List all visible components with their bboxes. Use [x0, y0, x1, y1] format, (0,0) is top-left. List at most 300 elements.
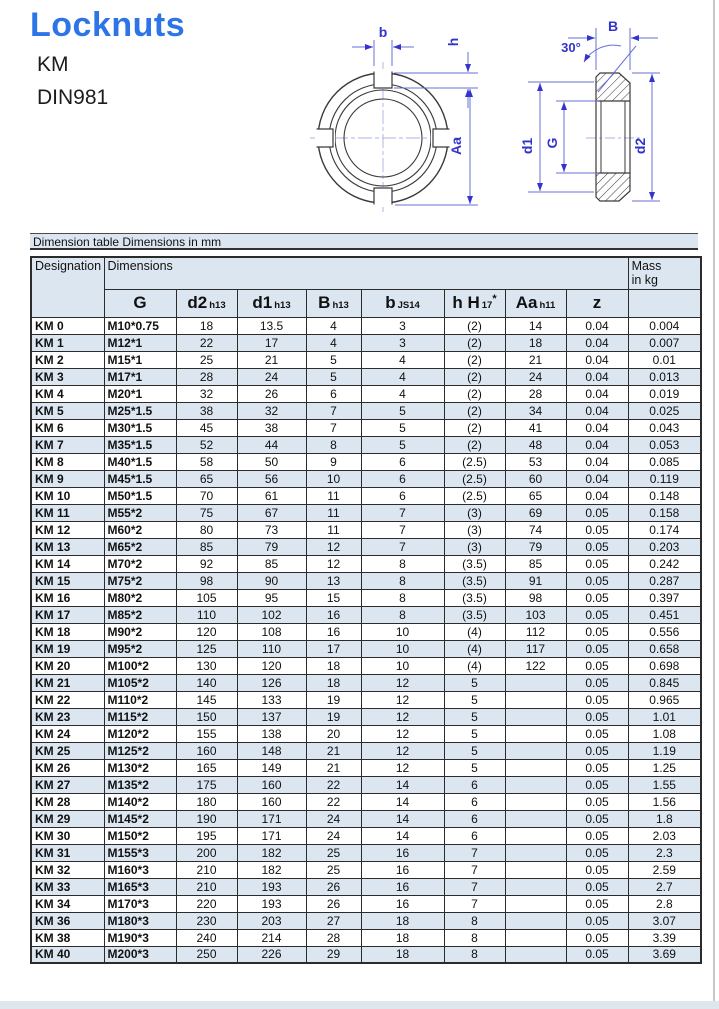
- designation-cell: KM 33: [31, 878, 104, 895]
- value-cell: 21: [237, 351, 306, 368]
- value-cell: 160: [237, 793, 306, 810]
- value-cell: 1.01: [628, 708, 701, 725]
- table-row: [31, 487, 701, 504]
- value-cell: [505, 844, 566, 861]
- value-cell: M17*1: [104, 368, 176, 385]
- value-cell: 0.04: [566, 351, 628, 368]
- mass-header-line1: Mass: [631, 259, 662, 273]
- value-cell: 3: [361, 334, 444, 351]
- value-cell: 12: [361, 674, 444, 691]
- value-cell: 4: [361, 368, 444, 385]
- value-cell: 0.025: [628, 402, 701, 419]
- value-cell: 9: [306, 453, 361, 470]
- value-cell: (2): [444, 419, 505, 436]
- value-cell: 8: [444, 929, 505, 946]
- value-cell: 8: [361, 589, 444, 606]
- value-cell: 5: [444, 691, 505, 708]
- value-cell: 6: [306, 385, 361, 402]
- designation-cell: KM 30: [31, 827, 104, 844]
- table-row: [31, 657, 701, 674]
- value-cell: 26: [306, 878, 361, 895]
- value-cell: 0.04: [566, 368, 628, 385]
- value-cell: 3.39: [628, 929, 701, 946]
- value-cell: 0.05: [566, 606, 628, 623]
- value-cell: 0.05: [566, 844, 628, 861]
- value-cell: 2.3: [628, 844, 701, 861]
- value-cell: 203: [237, 912, 306, 929]
- value-cell: 155: [176, 725, 237, 742]
- value-cell: 4: [361, 385, 444, 402]
- value-cell: [505, 725, 566, 742]
- table-row: [31, 555, 701, 572]
- header-row-1: [31, 257, 701, 289]
- value-cell: 0.05: [566, 623, 628, 640]
- front-view: [310, 24, 478, 212]
- table-row: [31, 861, 701, 878]
- value-cell: 85: [237, 555, 306, 572]
- value-cell: M85*2: [104, 606, 176, 623]
- value-cell: 4: [306, 317, 361, 334]
- value-cell: M95*2: [104, 640, 176, 657]
- value-cell: 193: [237, 878, 306, 895]
- value-cell: 8: [361, 606, 444, 623]
- value-cell: 0.658: [628, 640, 701, 657]
- value-cell: 130: [176, 657, 237, 674]
- designation-cell: KM 28: [31, 793, 104, 810]
- value-cell: 91: [505, 572, 566, 589]
- value-cell: 13.5: [237, 317, 306, 334]
- value-cell: 56: [237, 470, 306, 487]
- value-cell: 73: [237, 521, 306, 538]
- column-header-row: [31, 289, 701, 317]
- value-cell: 1.56: [628, 793, 701, 810]
- value-cell: 25: [306, 844, 361, 861]
- value-cell: 32: [237, 402, 306, 419]
- value-cell: 122: [505, 657, 566, 674]
- table-row: [31, 419, 701, 436]
- value-cell: 5: [361, 419, 444, 436]
- value-cell: 16: [361, 895, 444, 912]
- value-cell: 80: [176, 521, 237, 538]
- table-row: [31, 895, 701, 912]
- value-cell: M145*2: [104, 810, 176, 827]
- value-cell: 0.203: [628, 538, 701, 555]
- value-cell: 60: [505, 470, 566, 487]
- value-cell: 85: [505, 555, 566, 572]
- designation-cell: KM 25: [31, 742, 104, 759]
- value-cell: 98: [505, 589, 566, 606]
- designation-cell: KM 16: [31, 589, 104, 606]
- value-cell: 117: [505, 640, 566, 657]
- value-cell: (2.5): [444, 470, 505, 487]
- value-cell: 48: [505, 436, 566, 453]
- value-cell: 230: [176, 912, 237, 929]
- value-cell: 1.55: [628, 776, 701, 793]
- dim-d1: [528, 82, 594, 192]
- value-cell: 0.148: [628, 487, 701, 504]
- value-cell: (2): [444, 436, 505, 453]
- value-cell: 22: [306, 793, 361, 810]
- value-cell: 79: [237, 538, 306, 555]
- value-cell: 26: [237, 385, 306, 402]
- value-cell: 0.119: [628, 470, 701, 487]
- dim-label-aa: Aa: [448, 137, 464, 155]
- value-cell: (2): [444, 368, 505, 385]
- value-cell: 180: [176, 793, 237, 810]
- value-cell: 133: [237, 691, 306, 708]
- value-cell: 12: [361, 759, 444, 776]
- value-cell: 28: [176, 368, 237, 385]
- value-cell: M140*2: [104, 793, 176, 810]
- value-cell: 3: [361, 317, 444, 334]
- dim-label-angle: 30°: [561, 40, 581, 55]
- designation-cell: KM 14: [31, 555, 104, 572]
- table-row: [31, 827, 701, 844]
- value-cell: [505, 742, 566, 759]
- value-cell: 17: [306, 640, 361, 657]
- table-row: [31, 946, 701, 963]
- table-row: [31, 453, 701, 470]
- designation-header: Designation: [31, 257, 104, 317]
- designation-cell: KM 7: [31, 436, 104, 453]
- value-cell: 182: [237, 861, 306, 878]
- designation-cell: KM 36: [31, 912, 104, 929]
- designation-cell: KM 26: [31, 759, 104, 776]
- designation-cell: KM 15: [31, 572, 104, 589]
- value-cell: 98: [176, 572, 237, 589]
- value-cell: 16: [361, 861, 444, 878]
- dimensions-header: Dimensions: [104, 257, 628, 289]
- table-row: [31, 572, 701, 589]
- value-cell: (4): [444, 623, 505, 640]
- value-cell: 0.085: [628, 453, 701, 470]
- column-header: b JS14: [361, 289, 444, 317]
- value-cell: 67: [237, 504, 306, 521]
- value-cell: 0.05: [566, 691, 628, 708]
- value-cell: 6: [361, 470, 444, 487]
- value-cell: 0.174: [628, 521, 701, 538]
- value-cell: 102: [237, 606, 306, 623]
- value-cell: 0.845: [628, 674, 701, 691]
- table-row: [31, 844, 701, 861]
- value-cell: 6: [361, 453, 444, 470]
- value-cell: [505, 708, 566, 725]
- value-cell: 14: [361, 810, 444, 827]
- value-cell: 0.242: [628, 555, 701, 572]
- value-cell: 190: [176, 810, 237, 827]
- value-cell: 0.04: [566, 487, 628, 504]
- value-cell: [505, 861, 566, 878]
- value-cell: (4): [444, 640, 505, 657]
- value-cell: 14: [361, 793, 444, 810]
- value-cell: M135*2: [104, 776, 176, 793]
- value-cell: 12: [361, 708, 444, 725]
- empty-header-cell: [628, 289, 701, 317]
- table-row: [31, 351, 701, 368]
- table-row: [31, 504, 701, 521]
- value-cell: 149: [237, 759, 306, 776]
- value-cell: 28: [306, 929, 361, 946]
- value-cell: 148: [237, 742, 306, 759]
- table-row: [31, 317, 701, 334]
- value-cell: 0.556: [628, 623, 701, 640]
- value-cell: 34: [505, 402, 566, 419]
- value-cell: M75*2: [104, 572, 176, 589]
- series-label: KM: [37, 53, 69, 76]
- value-cell: 45: [176, 419, 237, 436]
- value-cell: 7: [444, 878, 505, 895]
- value-cell: 5: [444, 674, 505, 691]
- value-cell: (2): [444, 334, 505, 351]
- value-cell: M160*3: [104, 861, 176, 878]
- value-cell: 19: [306, 691, 361, 708]
- value-cell: 7: [361, 538, 444, 555]
- value-cell: 16: [306, 606, 361, 623]
- value-cell: M20*1: [104, 385, 176, 402]
- value-cell: [505, 895, 566, 912]
- value-cell: 24: [306, 810, 361, 827]
- value-cell: 12: [361, 725, 444, 742]
- designation-cell: KM 4: [31, 385, 104, 402]
- value-cell: 18: [176, 317, 237, 334]
- table-row: [31, 521, 701, 538]
- value-cell: 52: [176, 436, 237, 453]
- value-cell: 103: [505, 606, 566, 623]
- value-cell: 112: [505, 623, 566, 640]
- table-body: [31, 317, 701, 963]
- designation-cell: KM 13: [31, 538, 104, 555]
- value-cell: M130*2: [104, 759, 176, 776]
- value-cell: M80*2: [104, 589, 176, 606]
- value-cell: M165*3: [104, 878, 176, 895]
- value-cell: (2): [444, 385, 505, 402]
- table-row: [31, 436, 701, 453]
- value-cell: 0.04: [566, 470, 628, 487]
- designation-cell: KM 34: [31, 895, 104, 912]
- value-cell: 108: [237, 623, 306, 640]
- value-cell: 7: [444, 844, 505, 861]
- value-cell: M50*1.5: [104, 487, 176, 504]
- value-cell: M25*1.5: [104, 402, 176, 419]
- value-cell: [505, 946, 566, 963]
- value-cell: 90: [237, 572, 306, 589]
- designation-cell: KM 11: [31, 504, 104, 521]
- value-cell: 21: [306, 742, 361, 759]
- value-cell: 11: [306, 487, 361, 504]
- table-row: [31, 368, 701, 385]
- value-cell: 16: [361, 844, 444, 861]
- value-cell: (3): [444, 504, 505, 521]
- table-row: [31, 691, 701, 708]
- value-cell: 0.007: [628, 334, 701, 351]
- value-cell: 0.04: [566, 385, 628, 402]
- column-header: B h13: [306, 289, 361, 317]
- value-cell: 12: [361, 742, 444, 759]
- value-cell: 16: [361, 878, 444, 895]
- designation-cell: KM 23: [31, 708, 104, 725]
- table-row: [31, 606, 701, 623]
- designation-cell: KM 8: [31, 453, 104, 470]
- table-row: [31, 708, 701, 725]
- designation-cell: KM 29: [31, 810, 104, 827]
- value-cell: 38: [237, 419, 306, 436]
- value-cell: 12: [361, 691, 444, 708]
- designation-cell: KM 6: [31, 419, 104, 436]
- table-row: [31, 742, 701, 759]
- value-cell: 150: [176, 708, 237, 725]
- value-cell: (4): [444, 657, 505, 674]
- page-right-border: [713, 0, 715, 1009]
- dim-label-G: G: [544, 137, 560, 149]
- value-cell: 0.01: [628, 351, 701, 368]
- table-row: [31, 334, 701, 351]
- value-cell: [505, 929, 566, 946]
- table-row: [31, 759, 701, 776]
- value-cell: 3.69: [628, 946, 701, 963]
- designation-cell: KM 20: [31, 657, 104, 674]
- value-cell: 92: [176, 555, 237, 572]
- value-cell: 0.287: [628, 572, 701, 589]
- value-cell: 110: [176, 606, 237, 623]
- table-row: [31, 912, 701, 929]
- value-cell: M125*2: [104, 742, 176, 759]
- value-cell: 0.05: [566, 725, 628, 742]
- value-cell: (2): [444, 317, 505, 334]
- value-cell: (3.5): [444, 572, 505, 589]
- value-cell: 0.04: [566, 436, 628, 453]
- value-cell: 12: [306, 538, 361, 555]
- value-cell: 0.05: [566, 640, 628, 657]
- designation-cell: KM 27: [31, 776, 104, 793]
- value-cell: 2.03: [628, 827, 701, 844]
- value-cell: [505, 793, 566, 810]
- value-cell: 140: [176, 674, 237, 691]
- value-cell: (3): [444, 521, 505, 538]
- value-cell: 160: [237, 776, 306, 793]
- value-cell: 0.05: [566, 538, 628, 555]
- value-cell: M180*3: [104, 912, 176, 929]
- value-cell: 16: [306, 623, 361, 640]
- value-cell: 5: [444, 725, 505, 742]
- value-cell: 5: [444, 759, 505, 776]
- value-cell: M12*1: [104, 334, 176, 351]
- value-cell: M90*2: [104, 623, 176, 640]
- value-cell: 4: [361, 351, 444, 368]
- dimension-table-caption: Dimension table Dimensions in mm: [30, 233, 698, 250]
- value-cell: 195: [176, 827, 237, 844]
- value-cell: [505, 912, 566, 929]
- mass-header: [628, 257, 701, 289]
- value-cell: M45*1.5: [104, 470, 176, 487]
- value-cell: 0.05: [566, 759, 628, 776]
- designation-cell: KM 2: [31, 351, 104, 368]
- designation-cell: KM 24: [31, 725, 104, 742]
- table-row: [31, 674, 701, 691]
- value-cell: 171: [237, 810, 306, 827]
- column-header: d1 h13: [237, 289, 306, 317]
- value-cell: 7: [361, 521, 444, 538]
- value-cell: 0.05: [566, 946, 628, 963]
- value-cell: 85: [176, 538, 237, 555]
- value-cell: 24: [306, 827, 361, 844]
- value-cell: [505, 810, 566, 827]
- value-cell: 14: [505, 317, 566, 334]
- table-row: [31, 929, 701, 946]
- value-cell: 5: [306, 351, 361, 368]
- value-cell: 18: [306, 657, 361, 674]
- value-cell: 18: [306, 674, 361, 691]
- value-cell: 193: [237, 895, 306, 912]
- value-cell: 75: [176, 504, 237, 521]
- value-cell: 2.7: [628, 878, 701, 895]
- value-cell: 44: [237, 436, 306, 453]
- value-cell: 214: [237, 929, 306, 946]
- value-cell: 74: [505, 521, 566, 538]
- value-cell: 0.019: [628, 385, 701, 402]
- value-cell: M110*2: [104, 691, 176, 708]
- value-cell: 24: [237, 368, 306, 385]
- value-cell: 5: [361, 436, 444, 453]
- value-cell: 171: [237, 827, 306, 844]
- value-cell: 0.05: [566, 776, 628, 793]
- value-cell: 24: [505, 368, 566, 385]
- value-cell: M70*2: [104, 555, 176, 572]
- value-cell: M155*3: [104, 844, 176, 861]
- value-cell: 22: [176, 334, 237, 351]
- table-row: [31, 385, 701, 402]
- value-cell: 27: [306, 912, 361, 929]
- value-cell: 6: [444, 793, 505, 810]
- value-cell: 210: [176, 861, 237, 878]
- dim-label-d1: d1: [519, 137, 535, 155]
- value-cell: 21: [306, 759, 361, 776]
- value-cell: 26: [306, 895, 361, 912]
- value-cell: 7: [444, 861, 505, 878]
- value-cell: 3.07: [628, 912, 701, 929]
- value-cell: 0.05: [566, 742, 628, 759]
- value-cell: 7: [361, 504, 444, 521]
- value-cell: 25: [176, 351, 237, 368]
- value-cell: [505, 674, 566, 691]
- dim-label-d2: d2: [632, 137, 648, 155]
- value-cell: (3.5): [444, 589, 505, 606]
- designation-cell: KM 38: [31, 929, 104, 946]
- value-cell: [505, 776, 566, 793]
- value-cell: 0.05: [566, 810, 628, 827]
- value-cell: 0.05: [566, 895, 628, 912]
- table-row: [31, 640, 701, 657]
- designation-cell: KM 1: [31, 334, 104, 351]
- value-cell: 29: [306, 946, 361, 963]
- value-cell: 4: [306, 334, 361, 351]
- value-cell: 19: [306, 708, 361, 725]
- value-cell: (3): [444, 538, 505, 555]
- table-row: [31, 538, 701, 555]
- value-cell: 10: [306, 470, 361, 487]
- value-cell: 53: [505, 453, 566, 470]
- value-cell: 0.05: [566, 572, 628, 589]
- value-cell: 0.05: [566, 657, 628, 674]
- designation-cell: KM 9: [31, 470, 104, 487]
- value-cell: 0.05: [566, 861, 628, 878]
- value-cell: 0.043: [628, 419, 701, 436]
- value-cell: 0.965: [628, 691, 701, 708]
- technical-drawing: [300, 5, 692, 220]
- value-cell: (2.5): [444, 453, 505, 470]
- value-cell: [505, 827, 566, 844]
- value-cell: 0.451: [628, 606, 701, 623]
- value-cell: 5: [444, 708, 505, 725]
